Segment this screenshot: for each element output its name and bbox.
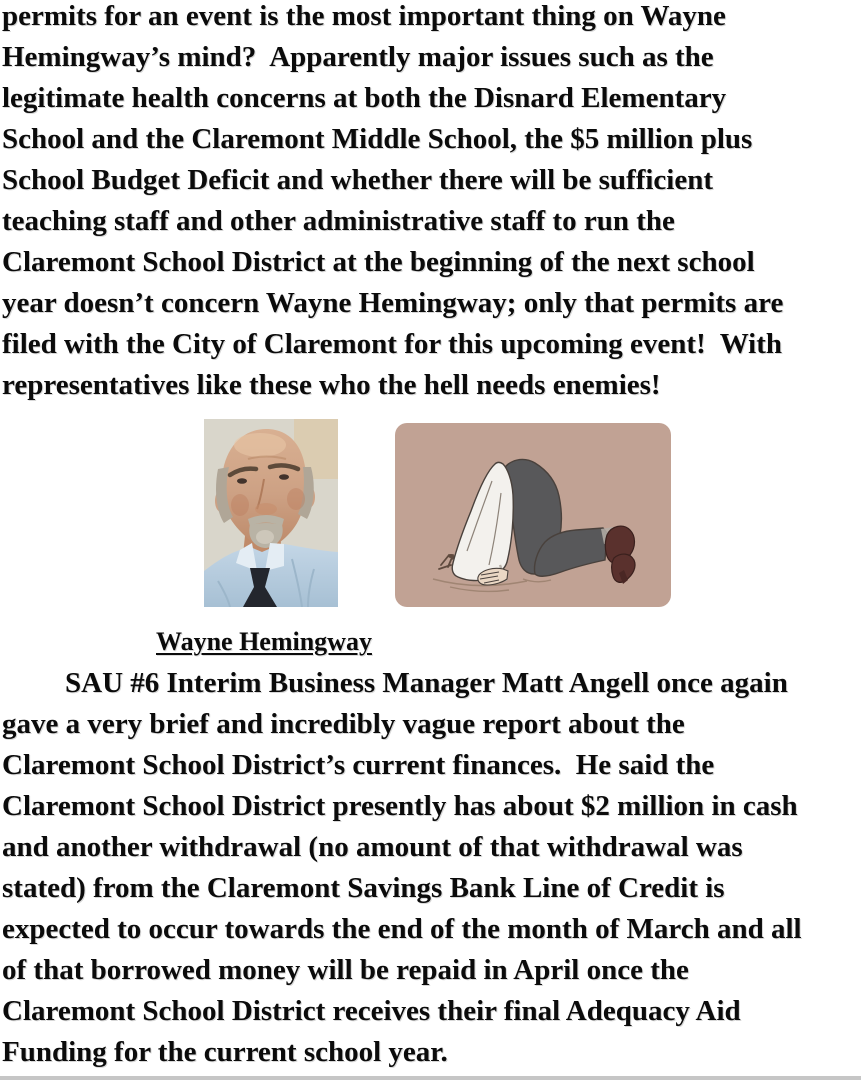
text-line: Claremont School District presently has about $2 million in cash bbox=[2, 790, 798, 822]
text-line: legitimate health concerns at both the Disnard Elementary bbox=[2, 82, 727, 114]
portrait-photo-graphic bbox=[204, 419, 338, 607]
page-bottom-edge bbox=[0, 1076, 861, 1080]
text-line: Claremont School District’s current finances. He said the bbox=[2, 749, 715, 781]
text-line: Hemingway’s mind? Apparently major issues such as the bbox=[2, 41, 714, 73]
text-line: SAU #6 Interim Business Manager Matt Angell once again bbox=[65, 667, 788, 699]
wayne-hemingway-photo bbox=[204, 419, 338, 607]
text-line: of that borrowed money will be repaid in April once the bbox=[2, 954, 689, 986]
text-line: permits for an event is the most important thing on Wayne bbox=[2, 0, 726, 32]
text-line: filed with the City of Claremont for this upcoming event! With bbox=[2, 328, 783, 360]
text-line: Claremont School District receives their final Adequacy Aid bbox=[2, 995, 741, 1027]
eyes bbox=[237, 478, 247, 484]
text-line: Funding for the current school year. bbox=[2, 1036, 448, 1068]
head-in-sand-graphic bbox=[395, 423, 671, 607]
head-in-sand-illustration bbox=[395, 423, 671, 607]
text-line: gave a very brief and incredibly vague report about the bbox=[2, 708, 685, 740]
paragraph-1 bbox=[2, 0, 783, 406]
text-line: Claremont School District at the beginning of the next school bbox=[2, 246, 755, 278]
text-line: expected to occur towards the end of the month of March and all bbox=[2, 913, 802, 945]
figure-caption: Wayne Hemingway bbox=[156, 627, 372, 656]
text-line: and another withdrawal (no amount of that withdrawal was bbox=[2, 831, 743, 863]
text-line: teaching staff and other administrative staff to run the bbox=[2, 205, 675, 237]
paragraph-2 bbox=[2, 663, 802, 1073]
text-line: year doesn’t concern Wayne Hemingway; only that permits are bbox=[2, 287, 784, 319]
text-line: representatives like these who the hell needs enemies! bbox=[2, 369, 661, 401]
text-line: stated) from the Claremont Savings Bank Line of Credit is bbox=[2, 872, 725, 904]
text-line: School and the Claremont Middle School, the $5 million plus bbox=[2, 123, 753, 155]
text-line: School Budget Deficit and whether there will be sufficient bbox=[2, 164, 713, 196]
